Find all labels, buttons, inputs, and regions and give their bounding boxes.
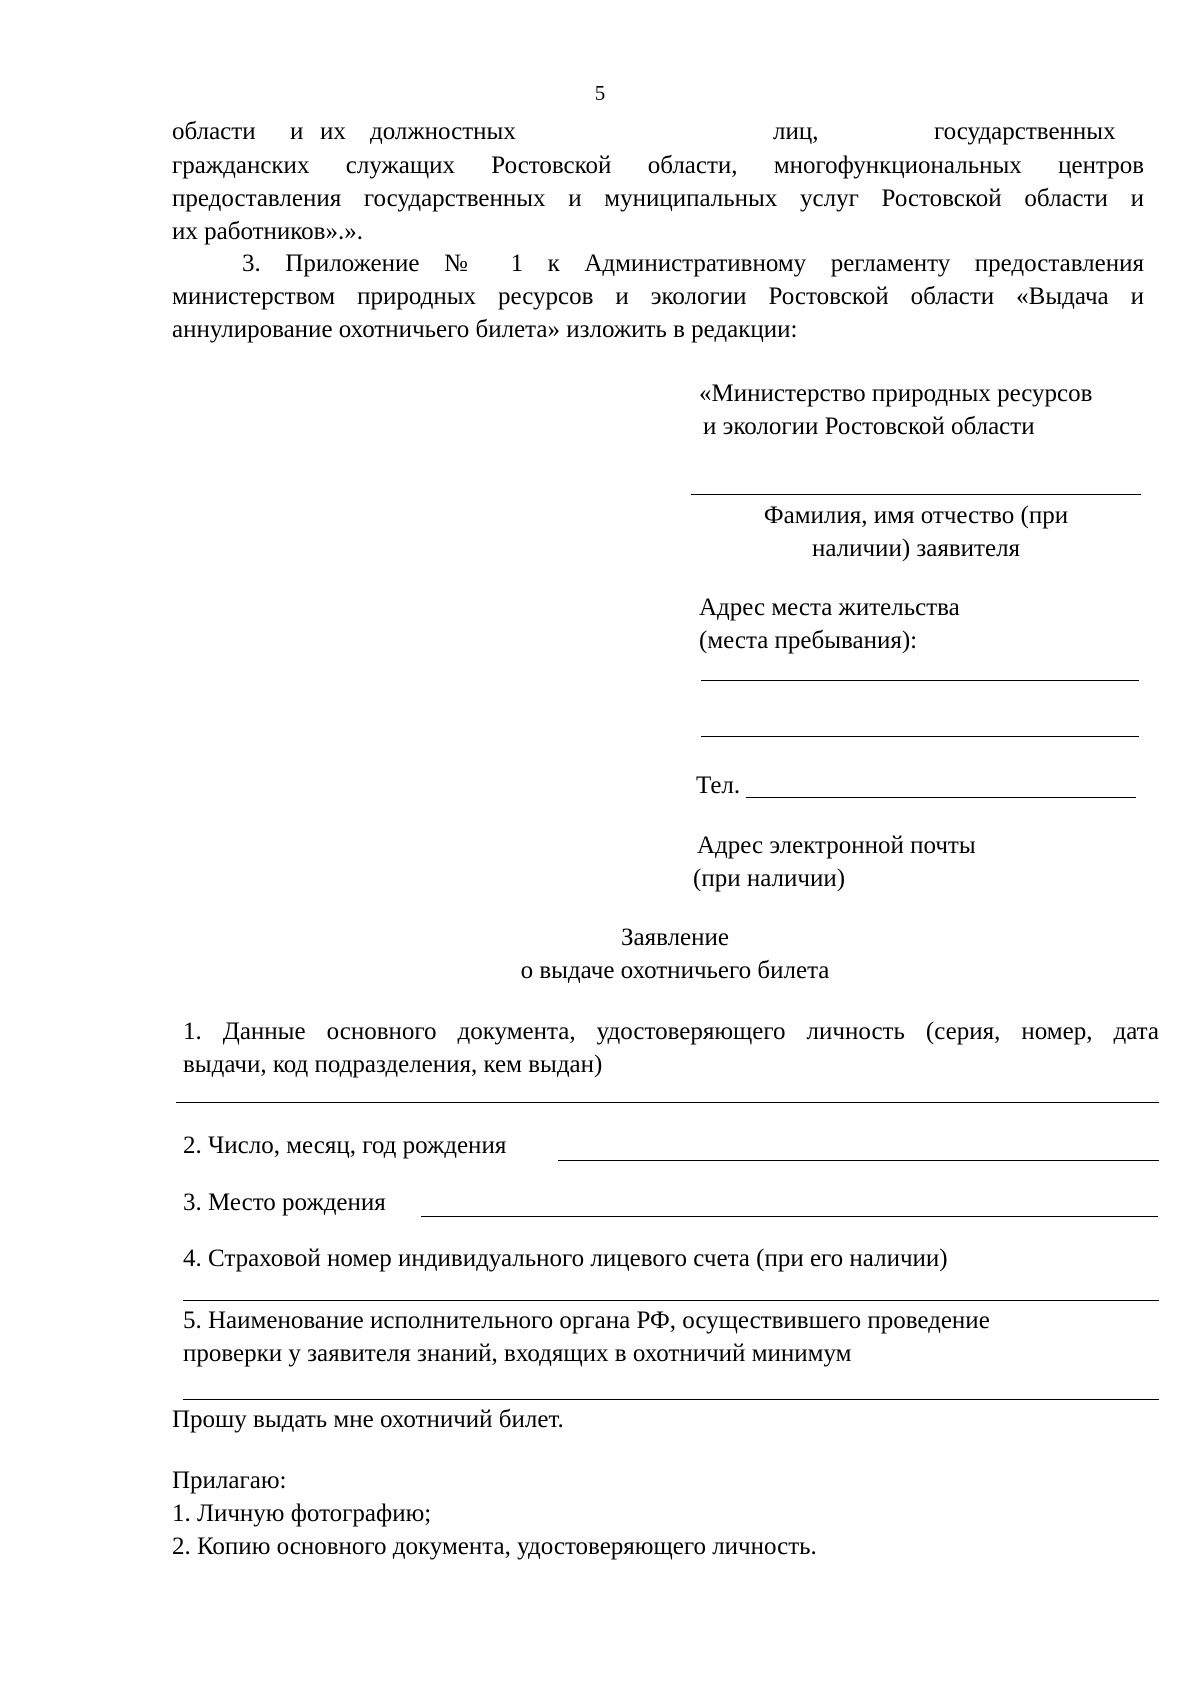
- field-5-label-line-1: 5. Наименование исполнительного органа РФ, осуществившего проведение: [183, 1307, 990, 1334]
- continuation-word-5: лиц,: [773, 118, 819, 145]
- paragraph-3-line-2: министерством природных ресурсов и экологии Ростовской области «Выдача и: [172, 283, 1144, 310]
- phone-line: [746, 797, 1136, 798]
- document-title: Заявление: [620, 924, 730, 951]
- field-1-label-line-1: 1. Данные основного документа, удостоверяющего личность (серия, номер, дата: [183, 1018, 1159, 1045]
- continuation-word-1: области: [172, 118, 256, 145]
- continuation-line-4: их работников».».: [172, 218, 363, 245]
- address-label-line-1: Адрес места жительства: [699, 594, 960, 621]
- email-label-line-1: Адрес электронной почты: [697, 832, 976, 859]
- address-line-1: [701, 680, 1139, 681]
- applicant-name-caption-line-2: наличии) заявителя: [811, 535, 1021, 562]
- request-text: Прошу выдать мне охотничий билет.: [172, 1406, 564, 1433]
- addressee-line-1: «Министерство природных ресурсов: [699, 380, 1093, 407]
- continuation-word-2: и: [290, 118, 304, 145]
- continuation-word-3: их: [320, 118, 346, 145]
- continuation-word-4: должностных: [370, 118, 516, 145]
- addressee-line-2: и экологии Ростовской области: [703, 413, 1035, 440]
- field-4-line: [183, 1300, 1159, 1301]
- attachment-item-2: 2. Копию основного документа, удостоверяющего личность.: [172, 1533, 817, 1560]
- continuation-line-2: гражданских служащих Ростовской области, многофункциональных центров: [172, 152, 1144, 179]
- paragraph-3-line-3: аннулирование охотничьего билета» изложить в редакции:: [172, 316, 798, 343]
- attachments-heading: Прилагаю:: [172, 1467, 287, 1494]
- field-4-label: 4. Страховой номер индивидуального лицевого счета (при его наличии): [183, 1245, 948, 1272]
- email-label-line-2: (при наличии): [693, 865, 846, 892]
- continuation-word-6: государственных: [934, 118, 1116, 145]
- document-subtitle: о выдаче охотничьего билета: [520, 957, 830, 984]
- phone-label: Тел.: [696, 772, 741, 799]
- field-3-label: 3. Место рождения: [183, 1189, 386, 1216]
- field-1-line: [176, 1102, 1159, 1103]
- applicant-name-caption-line-1: Фамилия, имя отчество (при: [763, 502, 1069, 529]
- field-3-line: [421, 1216, 1158, 1217]
- field-1-label-line-2: выдачи, код подразделения, кем выдан): [183, 1051, 603, 1078]
- continuation-line-3: предоставления государственных и муниципальных услуг Ростовской области и: [172, 185, 1144, 212]
- field-5-label-line-2: проверки у заявителя знаний, входящих в охотничий минимум: [183, 1340, 852, 1367]
- address-line-2: [701, 736, 1139, 737]
- field-5-line: [183, 1399, 1159, 1400]
- field-2-label: 2. Число, месяц, год рождения: [183, 1132, 507, 1159]
- applicant-name-line: [691, 494, 1141, 495]
- page-number: 5: [594, 81, 606, 105]
- attachment-item-1: 1. Личную фотографию;: [172, 1500, 432, 1527]
- paragraph-3-line-1: 3. Приложение № 1 к Административному регламенту предоставления: [242, 250, 1144, 277]
- field-2-line: [558, 1160, 1159, 1161]
- address-label-line-2: (места пребывания):: [699, 627, 918, 654]
